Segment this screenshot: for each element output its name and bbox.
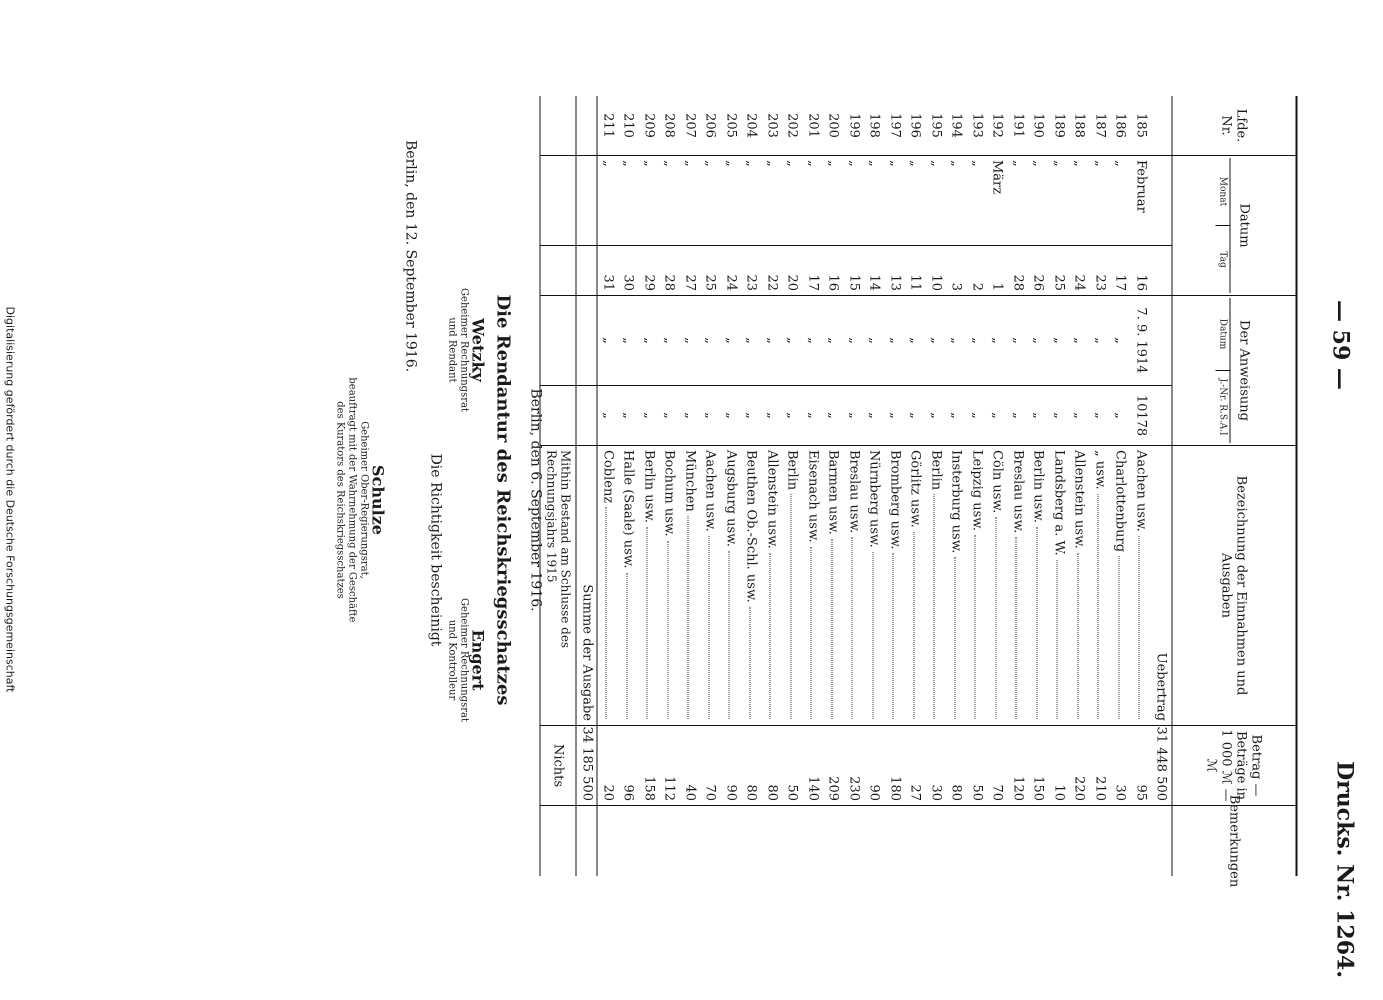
row-datum: „ — [907, 337, 923, 344]
table-row — [905, 96, 926, 876]
table-row — [679, 96, 700, 876]
row-bezeichnung: Coblenz — [599, 450, 615, 504]
row-jnr: „ — [640, 412, 656, 419]
table-row — [864, 96, 885, 876]
row-datum: „ — [804, 337, 820, 344]
row-tag: 30 — [620, 274, 636, 291]
row-jnr: „ — [661, 412, 677, 419]
table-row — [597, 96, 618, 876]
row-betrag: 150 — [1030, 776, 1046, 801]
row-monat: „ — [825, 160, 841, 167]
row-bezeichnung: Leipzig usw. — [968, 450, 984, 532]
row-datum: „ — [1030, 337, 1046, 344]
leader-dots — [605, 507, 613, 719]
row-monat: „ — [886, 160, 902, 167]
leader-dots — [913, 532, 921, 719]
row-monat: „ — [599, 160, 615, 167]
row-monat: „ — [1071, 160, 1087, 167]
row-monat: „ — [948, 160, 964, 167]
table-row — [618, 96, 639, 876]
row-bezeichnung: Cöln usw. — [989, 450, 1005, 514]
leader-dots — [667, 541, 675, 719]
row-jnr: „ — [845, 412, 861, 419]
leader-dots — [1036, 527, 1044, 719]
leader-dots — [933, 494, 941, 719]
row-bezeichnung: Aachen usw. — [702, 450, 718, 532]
row-tag: 2 — [968, 282, 984, 291]
row-nr: 206 — [702, 113, 718, 138]
row-jnr: „ — [784, 412, 800, 419]
row-datum: „ — [599, 337, 615, 344]
row-datum: „ — [661, 337, 677, 344]
row-bezeichnung: Landsberg a. W. — [1050, 450, 1066, 556]
signature-bottom — [333, 300, 387, 700]
row-bezeichnung: „ usw. — [1091, 450, 1107, 490]
row-monat: „ — [845, 160, 861, 167]
row-nr: 204 — [743, 113, 759, 138]
leader-dots — [872, 552, 880, 719]
row-jnr: „ — [1009, 412, 1025, 419]
table-row — [1028, 96, 1049, 876]
bestand-value: Nichts — [550, 743, 566, 788]
leader-dots — [646, 527, 654, 719]
drucksache-number: Drucks. Nr. 1264. — [1331, 761, 1357, 978]
sig-bottom-name: Schulze — [368, 465, 387, 535]
row-betrag: 27 — [907, 784, 923, 801]
bestand-label: Mithin Bestand am Schlusse des Rechnungsjahrs 1915 — [544, 450, 572, 649]
row-tag: 23 — [1091, 274, 1107, 291]
row-betrag: 20 — [599, 784, 615, 801]
row-datum: „ — [763, 337, 779, 344]
row-monat: „ — [640, 160, 656, 167]
row-betrag: 120 — [1009, 776, 1025, 801]
row-monat: „ — [661, 160, 677, 167]
leader-dots — [831, 539, 839, 719]
signature-right — [445, 560, 487, 760]
header-anweisung-label: Der Anweisung — [1236, 320, 1252, 421]
row-jnr: „ — [989, 412, 1005, 419]
row-bezeichnung: Berlin usw. — [1030, 450, 1046, 524]
row-monat: „ — [620, 160, 636, 167]
row-monat: „ — [743, 160, 759, 167]
row-tag: 17 — [804, 274, 820, 291]
header-datum-label: Datum — [1236, 203, 1252, 248]
leader-dots — [995, 517, 1003, 719]
row-nr: 200 — [825, 113, 841, 138]
row-betrag: 112 — [661, 776, 677, 801]
row-monat: Februar — [1132, 160, 1148, 213]
sig-right-title2: und Kontrolleur — [446, 619, 457, 701]
row-nr: 210 — [620, 113, 636, 138]
table-row — [1007, 96, 1028, 876]
leader-dots — [728, 551, 736, 719]
header-betrag-unit: ℳ — [1203, 758, 1219, 773]
row-bezeichnung: München — [681, 450, 697, 512]
row-tag: 11 — [907, 274, 923, 291]
row-betrag: 95 — [1132, 784, 1148, 801]
row-bezeichnung: Halle (Saale) usw. — [620, 450, 636, 569]
sig-left-title2: und Rendant — [446, 317, 457, 383]
row-monat: „ — [763, 160, 779, 167]
row-nr: 211 — [599, 113, 615, 138]
row-tag: 10 — [927, 274, 943, 291]
table-row — [1110, 96, 1131, 876]
row-nr: 198 — [866, 113, 882, 138]
row-nr: 196 — [907, 113, 923, 138]
place-date-2: Berlin, den 12. September 1916. — [402, 140, 418, 373]
row-bezeichnung: Breslau usw. — [845, 450, 861, 534]
row-jnr: „ — [722, 412, 738, 419]
row-datum: „ — [1009, 337, 1025, 344]
row-jnr: „ — [866, 412, 882, 419]
row-betrag: 70 — [989, 784, 1005, 801]
table-row — [966, 96, 987, 876]
row-monat: „ — [968, 160, 984, 167]
row-datum: „ — [948, 337, 964, 344]
row-bezeichnung: Breslau usw. — [1009, 450, 1025, 534]
row-datum: „ — [640, 337, 656, 344]
sig-right-name: Engert — [468, 629, 487, 691]
row-betrag: 210 — [1091, 776, 1107, 801]
row-datum: „ — [743, 337, 759, 344]
header-anweisung — [1172, 296, 1295, 446]
row-betrag: 80 — [743, 784, 759, 801]
sig-left-name: Wetzky — [468, 318, 487, 382]
row-jnr: „ — [886, 412, 902, 419]
row-datum: „ — [722, 337, 738, 344]
row-datum: „ — [1050, 337, 1066, 344]
header-datum — [1172, 156, 1295, 296]
uebertrag-value: 31 448 — [1153, 726, 1169, 773]
row-monat: „ — [681, 160, 697, 167]
leader-dots — [1118, 556, 1126, 719]
row-datum: „ — [886, 337, 902, 344]
sig-bottom-title2: beauftragt mit der Wahrnehmung der Geschäfte — [346, 377, 357, 623]
row-nr: 197 — [886, 113, 902, 138]
row-betrag: 230 — [845, 776, 861, 801]
correctness-note: Die Richtigkeit bescheinigt — [427, 453, 443, 647]
row-jnr: „ — [968, 412, 984, 419]
bestand-row — [541, 96, 577, 876]
row-tag: 27 — [681, 274, 697, 291]
row-datum: „ — [681, 337, 697, 344]
row-monat: „ — [1009, 160, 1025, 167]
row-betrag: 209 — [825, 776, 841, 801]
row-bezeichnung: Berlin — [927, 450, 943, 491]
row-datum: „ — [825, 337, 841, 344]
leader-dots — [1056, 560, 1064, 719]
table-row — [1048, 96, 1069, 876]
header-betrag-label: Betrag — Beträge in 1 000 ℳ — — [1218, 729, 1264, 802]
row-monat: „ — [927, 160, 943, 167]
leader-dots — [769, 553, 777, 719]
row-datum: „ — [784, 337, 800, 344]
leader-dots — [790, 494, 798, 719]
row-bezeichnung: Berlin usw. — [640, 450, 656, 524]
row-bezeichnung: Aachen usw. — [1132, 450, 1148, 532]
row-datum: „ — [968, 337, 984, 344]
uebertrag-row — [1151, 96, 1172, 876]
row-betrag: 158 — [640, 776, 656, 801]
row-monat: „ — [784, 160, 800, 167]
row-tag: 16 — [825, 274, 841, 291]
row-jnr: „ — [1091, 412, 1107, 419]
table-row — [720, 96, 741, 876]
row-nr: 205 — [722, 113, 738, 138]
row-betrag: 96 — [620, 784, 636, 801]
row-bezeichnung: Nürnberg usw. — [866, 450, 882, 548]
row-tag: 16 — [1132, 274, 1148, 291]
row-datum: „ — [1112, 337, 1128, 344]
leader-dots — [626, 573, 634, 719]
row-jnr: „ — [907, 412, 923, 419]
row-jnr: „ — [681, 412, 697, 419]
row-betrag: 30 — [1112, 784, 1128, 801]
summe-cents: 500 — [578, 776, 594, 801]
row-nr: 195 — [927, 113, 943, 138]
leader-dots — [974, 535, 982, 719]
row-tag: 28 — [1009, 274, 1025, 291]
table-header — [1171, 96, 1295, 888]
row-tag: 28 — [661, 274, 677, 291]
table-row — [925, 96, 946, 876]
row-datum: „ — [1071, 337, 1087, 344]
row-tag: 29 — [640, 274, 656, 291]
row-jnr: „ — [825, 412, 841, 419]
row-betrag: 180 — [886, 776, 902, 801]
table-row — [946, 96, 967, 876]
leader-dots — [1077, 553, 1085, 719]
row-nr: 191 — [1009, 113, 1025, 138]
row-tag: 22 — [763, 274, 779, 291]
row-datum: „ — [620, 337, 636, 344]
row-tag: 23 — [743, 274, 759, 291]
row-betrag: 220 — [1071, 776, 1087, 801]
header-lfd: Lfde. Nr. — [1172, 96, 1295, 156]
row-jnr: „ — [1030, 412, 1046, 419]
row-tag: 25 — [702, 274, 718, 291]
row-monat: März — [989, 160, 1005, 195]
leader-dots — [1097, 494, 1105, 719]
row-nr: 209 — [640, 113, 656, 138]
row-nr: 190 — [1030, 113, 1046, 138]
header-anw-datum: Datum — [1216, 298, 1230, 371]
row-bezeichnung: Berlin — [784, 450, 800, 491]
row-nr: 203 — [763, 113, 779, 138]
row-tag: 24 — [722, 274, 738, 291]
uebertrag-cents: 500 — [1153, 776, 1169, 801]
row-monat: „ — [1091, 160, 1107, 167]
table-row — [823, 96, 844, 876]
table-row — [843, 96, 864, 876]
row-nr: 193 — [968, 113, 984, 138]
row-nr: 192 — [989, 113, 1005, 138]
row-bezeichnung: Allenstein usw. — [763, 450, 779, 549]
row-bezeichnung: Beuthen Ob.-Schl. usw. — [743, 450, 759, 603]
row-nr: 201 — [804, 113, 820, 138]
row-bezeichnung: Barmen usw. — [825, 450, 841, 535]
sig-right-title1: Geheimer Rechnungsrat — [458, 598, 469, 722]
row-betrag: 140 — [804, 776, 820, 801]
row-datum: „ — [1091, 337, 1107, 344]
place-date-1: Berlin, den 6. September 1916. — [527, 388, 543, 612]
table-row — [1069, 96, 1090, 876]
leader-dots — [708, 536, 716, 719]
row-nr: 199 — [845, 113, 861, 138]
sig-bottom-title3: des Kurators des Reichskriegsschatzes — [334, 401, 345, 599]
row-bezeichnung: Allenstein usw. — [1071, 450, 1087, 549]
leader-dots — [851, 537, 859, 719]
row-tag: 14 — [866, 274, 882, 291]
table-row — [987, 96, 1008, 876]
row-datum: 7. 9. 1914 — [1132, 307, 1148, 374]
leader-dots — [892, 553, 900, 719]
row-monat: „ — [907, 160, 923, 167]
row-betrag: 40 — [681, 784, 697, 801]
row-jnr: „ — [1071, 412, 1087, 419]
row-jnr: „ — [763, 412, 779, 419]
row-betrag: 90 — [866, 784, 882, 801]
row-monat: „ — [1050, 160, 1066, 167]
table-row — [761, 96, 782, 876]
table-row — [1130, 96, 1151, 876]
row-tag: 25 — [1050, 274, 1066, 291]
header-monat: Monat — [1216, 158, 1230, 226]
row-jnr: 10178 — [1132, 394, 1148, 437]
table-row — [659, 96, 680, 876]
row-tag: 26 — [1030, 274, 1046, 291]
dfg-note: Digitalisierung gefördert durch die Deutsche Forschungsgemeinschaft — [3, 306, 17, 693]
table-row — [802, 96, 823, 876]
header-bemerkungen: Bemerkungen — [1226, 794, 1241, 888]
row-tag: 31 — [599, 274, 615, 291]
office-title: Die Rendantur des Reichskriegsschatzes — [492, 294, 513, 706]
uebertrag-label: Uebertrag — [1153, 652, 1169, 721]
row-bezeichnung: Bochum usw. — [661, 450, 677, 537]
row-bezeichnung: Augsburg usw. — [722, 450, 738, 547]
row-betrag: 80 — [763, 784, 779, 801]
row-bezeichnung: Eisenach usw. — [804, 450, 820, 543]
summe-value: 34 185 — [578, 726, 594, 773]
row-datum: „ — [866, 337, 882, 344]
row-jnr: „ — [1050, 412, 1066, 419]
header-jnr: J.-Nr. R.S.A.I — [1217, 378, 1228, 436]
row-tag: 1 — [989, 282, 1005, 291]
row-betrag: 30 — [927, 784, 943, 801]
row-jnr: „ — [702, 412, 718, 419]
row-tag: 13 — [886, 274, 902, 291]
row-tag: 24 — [1071, 274, 1087, 291]
row-nr: 186 — [1112, 113, 1128, 138]
row-nr: 194 — [948, 113, 964, 138]
row-tag: 3 — [948, 282, 964, 291]
row-jnr: „ — [948, 412, 964, 419]
row-nr: 202 — [784, 113, 800, 138]
row-monat: „ — [1112, 160, 1128, 167]
row-betrag: 50 — [784, 784, 800, 801]
row-betrag: 80 — [948, 784, 964, 801]
leader-dots — [954, 557, 962, 719]
row-jnr: „ — [599, 412, 615, 419]
row-betrag: 90 — [722, 784, 738, 801]
leader-dots — [1138, 536, 1146, 719]
row-datum: „ — [989, 337, 1005, 344]
row-bezeichnung: Bromberg usw. — [886, 450, 902, 550]
table-row — [884, 96, 905, 876]
row-nr: 185 — [1132, 113, 1148, 138]
leader-dots — [810, 547, 818, 719]
row-tag: 15 — [845, 274, 861, 291]
page-number: — 59 — — [1327, 300, 1353, 390]
row-betrag: 10 — [1050, 784, 1066, 801]
signature-left — [445, 250, 487, 450]
row-monat: „ — [722, 160, 738, 167]
row-nr: 187 — [1091, 113, 1107, 138]
table-row — [638, 96, 659, 876]
row-nr: 207 — [681, 113, 697, 138]
table-body — [597, 96, 1151, 876]
row-tag: 17 — [1112, 274, 1128, 291]
row-jnr: „ — [804, 412, 820, 419]
sig-bottom-title1: Geheimer Ober-Regierungsrat, — [358, 421, 369, 579]
row-jnr: „ — [743, 412, 759, 419]
row-monat: „ — [1030, 160, 1046, 167]
row-nr: 188 — [1071, 113, 1087, 138]
row-jnr: „ — [620, 412, 636, 419]
summe-row — [577, 96, 598, 876]
row-datum: „ — [702, 337, 718, 344]
row-bezeichnung: Görlitz usw. — [907, 450, 923, 528]
ledger-table — [540, 96, 1298, 888]
row-jnr: „ — [927, 412, 943, 419]
row-monat: „ — [702, 160, 718, 167]
row-bezeichnung: Charlottenburg — [1112, 450, 1128, 553]
row-bezeichnung: Insterburg usw. — [948, 450, 964, 554]
table-row — [1089, 96, 1110, 876]
leader-dots — [687, 516, 695, 719]
leader-dots — [1015, 537, 1023, 719]
row-betrag: 70 — [702, 784, 718, 801]
header-tag: Tag — [1217, 251, 1228, 268]
row-monat: „ — [804, 160, 820, 167]
leader-dots — [749, 607, 757, 719]
summe-label: Summe der Ausgabe — [578, 584, 594, 721]
row-datum: „ — [927, 337, 943, 344]
table-row — [700, 96, 721, 876]
row-nr: 189 — [1050, 113, 1066, 138]
header-bezeichnung: Bezeichnung der Einnahmen und Ausgaben — [1172, 446, 1295, 726]
sig-left-title1: Geheimer Rechnungsrat — [458, 288, 469, 412]
row-betrag: 50 — [968, 784, 984, 801]
table-row — [782, 96, 803, 876]
row-datum: „ — [845, 337, 861, 344]
row-jnr: „ — [1112, 412, 1128, 419]
row-monat: „ — [866, 160, 882, 167]
table-row — [741, 96, 762, 876]
row-tag: 20 — [784, 274, 800, 291]
row-nr: 208 — [661, 113, 677, 138]
